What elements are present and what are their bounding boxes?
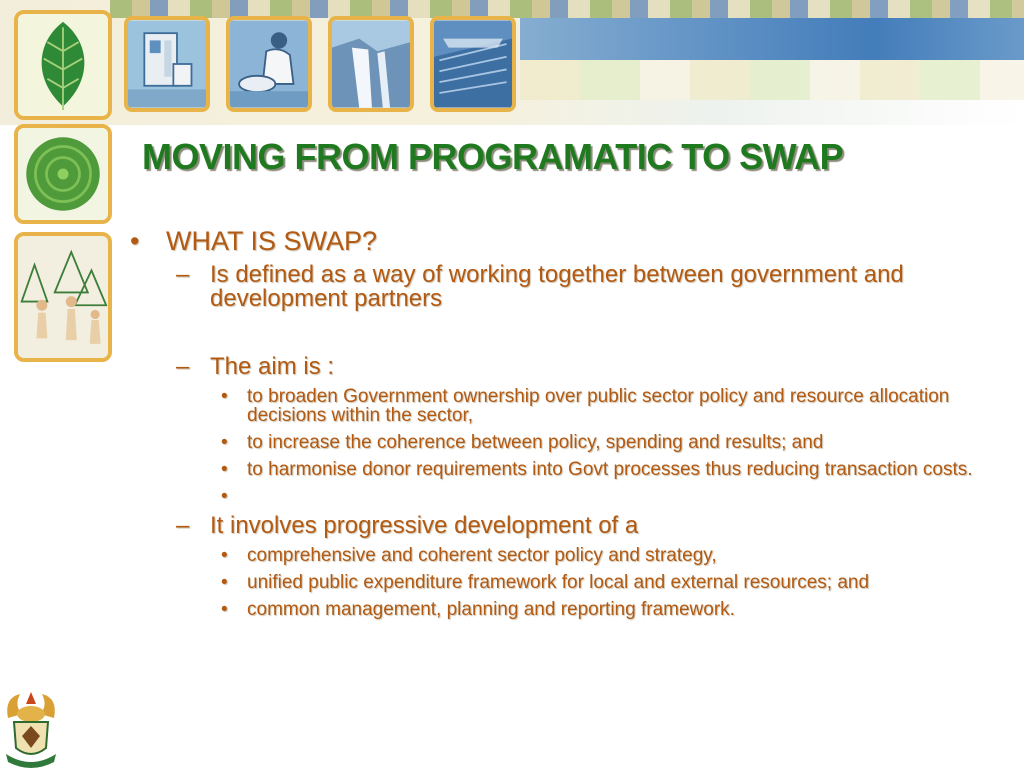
involves-text: unified public expenditure framework for local and external resources; and bbox=[247, 572, 870, 593]
sub-bullet-marker: • bbox=[221, 432, 228, 453]
involves-point bbox=[120, 573, 1010, 592]
hikers-image bbox=[14, 232, 112, 362]
aim-item bbox=[120, 355, 1010, 379]
bullet-marker: • bbox=[130, 226, 140, 256]
header-banner bbox=[0, 0, 1024, 125]
aim-point bbox=[120, 433, 1010, 452]
sub-bullet-marker: • bbox=[221, 599, 228, 620]
involves-point bbox=[120, 600, 1010, 619]
definition-item bbox=[120, 263, 1010, 311]
sub-bullet-marker: • bbox=[221, 386, 228, 407]
waterfall-image bbox=[328, 16, 414, 112]
swap-heading: WHAT IS SWAP? bbox=[166, 226, 378, 256]
aim-text bbox=[247, 486, 252, 507]
sub-bullet-marker: • bbox=[221, 459, 228, 480]
aim-text: to harmonise donor requirements into Govt processes thus reducing transaction costs. bbox=[247, 459, 973, 480]
water-tank-image bbox=[124, 16, 210, 112]
aim-point bbox=[120, 460, 1010, 479]
tree-ring-image bbox=[14, 124, 112, 224]
person-washing-image bbox=[226, 16, 312, 112]
aim-text: to broaden Government ownership over public sector policy and resource allocation decisions within the sector, bbox=[247, 386, 950, 426]
involves-point bbox=[120, 546, 1010, 565]
sub-bullet-marker: • bbox=[221, 486, 228, 507]
definition-text: Is defined as a way of working together between government and development partners bbox=[210, 261, 904, 312]
aim-point bbox=[120, 387, 1010, 425]
involves-label: It involves progressive development of a bbox=[210, 512, 639, 539]
involves-text: comprehensive and coherent sector policy and strategy, bbox=[247, 545, 717, 566]
aim-text: to increase the coherence between policy, spending and results; and bbox=[247, 432, 824, 453]
involves-text: common management, planning and reporting framework. bbox=[247, 599, 735, 620]
irrigation-field-image bbox=[430, 16, 516, 112]
dash-marker: – bbox=[176, 261, 190, 288]
banner-pale-band bbox=[520, 60, 1024, 100]
dash-marker: – bbox=[176, 353, 190, 380]
aim-point-empty bbox=[120, 487, 1010, 506]
sub-bullet-marker: • bbox=[221, 572, 228, 593]
dash-marker: – bbox=[176, 512, 190, 539]
banner-water-band bbox=[520, 18, 1024, 60]
slide-title: MOVING FROM PROGRAMATIC TO SWAP bbox=[142, 136, 844, 177]
leaf-image bbox=[14, 10, 112, 120]
sub-bullet-marker: • bbox=[221, 545, 228, 566]
coat-of-arms-logo bbox=[0, 688, 62, 768]
heading-bullet bbox=[120, 226, 1010, 257]
involves-item bbox=[120, 514, 1010, 538]
aim-label: The aim is : bbox=[210, 353, 335, 380]
slide-body bbox=[120, 226, 1010, 619]
